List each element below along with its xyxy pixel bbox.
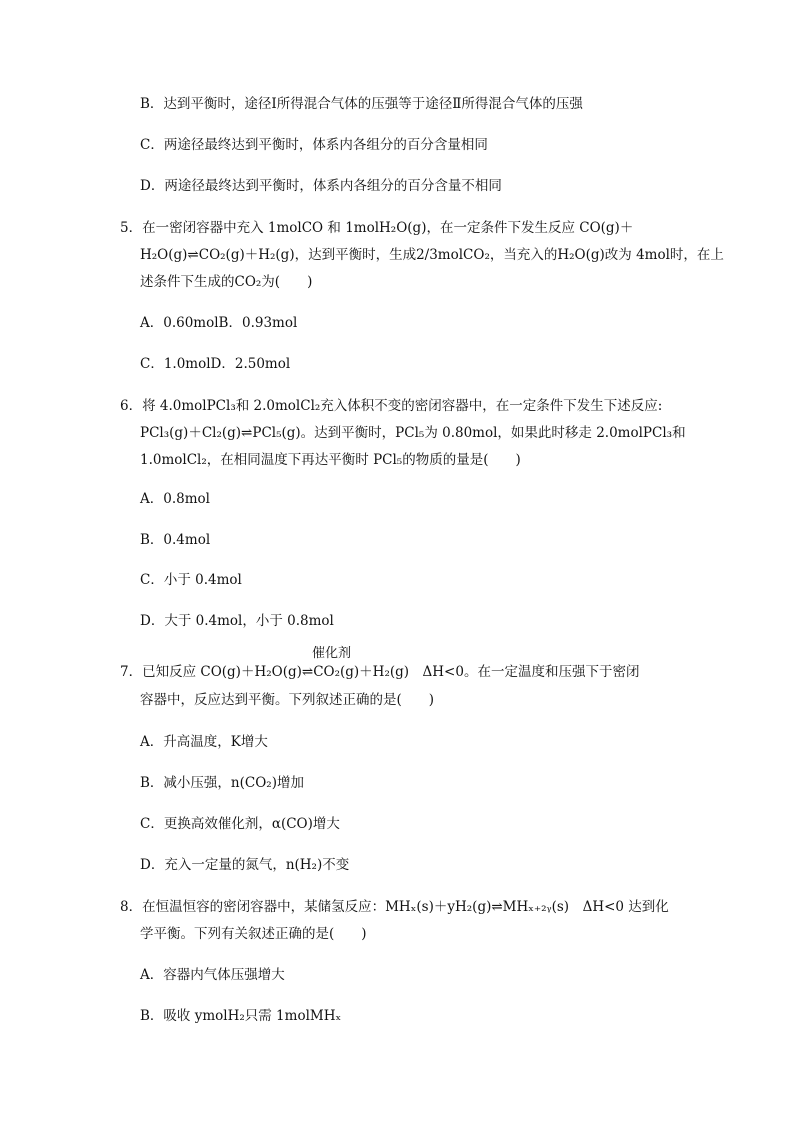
q7-stem-line-2: 容器中，反应达到平衡。下列叙述正确的是( ): [140, 692, 435, 708]
q6-stem-line-3: 1.0molCl₂，在相同温度下再达平衡时 PCl₅的物质的量是( ): [140, 452, 521, 468]
q6-option-a: A．0.8mol: [140, 491, 210, 507]
q7-option-c: C．更换高效催化剂，α(CO)增大: [140, 816, 340, 832]
q7-option-b: B．减小压强，n(CO₂)增加: [140, 775, 304, 791]
q7-option-d: D．充入一定量的氮气，n(H₂)不变: [140, 857, 350, 873]
q6-option-d: D．大于 0.4mol，小于 0.8mol: [140, 613, 334, 629]
q4-option-c: C．两途径最终达到平衡时，体系内各组分的百分含量相同: [140, 137, 488, 153]
q5-options-cd: C．1.0molD．2.50mol: [140, 356, 291, 372]
q8-stem-line-2: 学平衡。下列有关叙述正确的是( ): [140, 926, 367, 942]
q5-stem-line-1: 5．在一密闭容器中充入 1molCO 和 1molH₂O(g)，在一定条件下发生反应 CO(g)＋: [120, 220, 634, 236]
q5-options-ab: A．0.60molB．0.93mol: [140, 315, 298, 331]
q7-stem-line-1: 7．已知反应 CO(g)＋H₂O(g)⇌CO₂(g)＋H₂(g) ΔH<0。在一定温度和压强下于密闭: [120, 664, 640, 680]
q6-option-c: C．小于 0.4mol: [140, 572, 242, 588]
q7-option-a: A．升高温度，K增大: [140, 734, 268, 750]
q6-stem-line-1: 6．将 4.0molPCl₃和 2.0molCl₂充入体积不变的密闭容器中，在一定条件下发生下述反应:: [120, 398, 663, 414]
q4-option-d: D．两途径最终达到平衡时，体系内各组分的百分含量不相同: [140, 178, 502, 194]
q6-option-b: B．0.4mol: [140, 532, 211, 548]
q4-option-b: B．达到平衡时，途径Ⅰ所得混合气体的压强等于途径Ⅱ所得混合气体的压强: [140, 96, 583, 112]
q8-option-b: B．吸收 ymolH₂只需 1molMHₓ: [140, 1008, 342, 1024]
q8-stem-line-1: 8．在恒温恒容的密闭容器中，某储氢反应：MHₓ(s)＋yH₂(g)⇌MHₓ₊₂ᵧ(s) ΔH<0 达到化: [120, 899, 669, 915]
q8-option-a: A．容器内气体压强增大: [140, 967, 285, 983]
catalyst-label: 催化剂: [312, 646, 352, 661]
q5-stem-line-2: H₂O(g)⇌CO₂(g)＋H₂(g)，达到平衡时，生成2/3molCO₂，当充入的H₂O(g)改为 4mol时，在上: [140, 247, 724, 263]
q6-stem-line-2: PCl₃(g)＋Cl₂(g)⇌PCl₅(g)。达到平衡时，PCl₅为 0.80mol，如果此时移走 2.0molPCl₃和: [140, 425, 686, 441]
q5-stem-line-3: 述条件下生成的CO₂为( ): [140, 274, 313, 290]
